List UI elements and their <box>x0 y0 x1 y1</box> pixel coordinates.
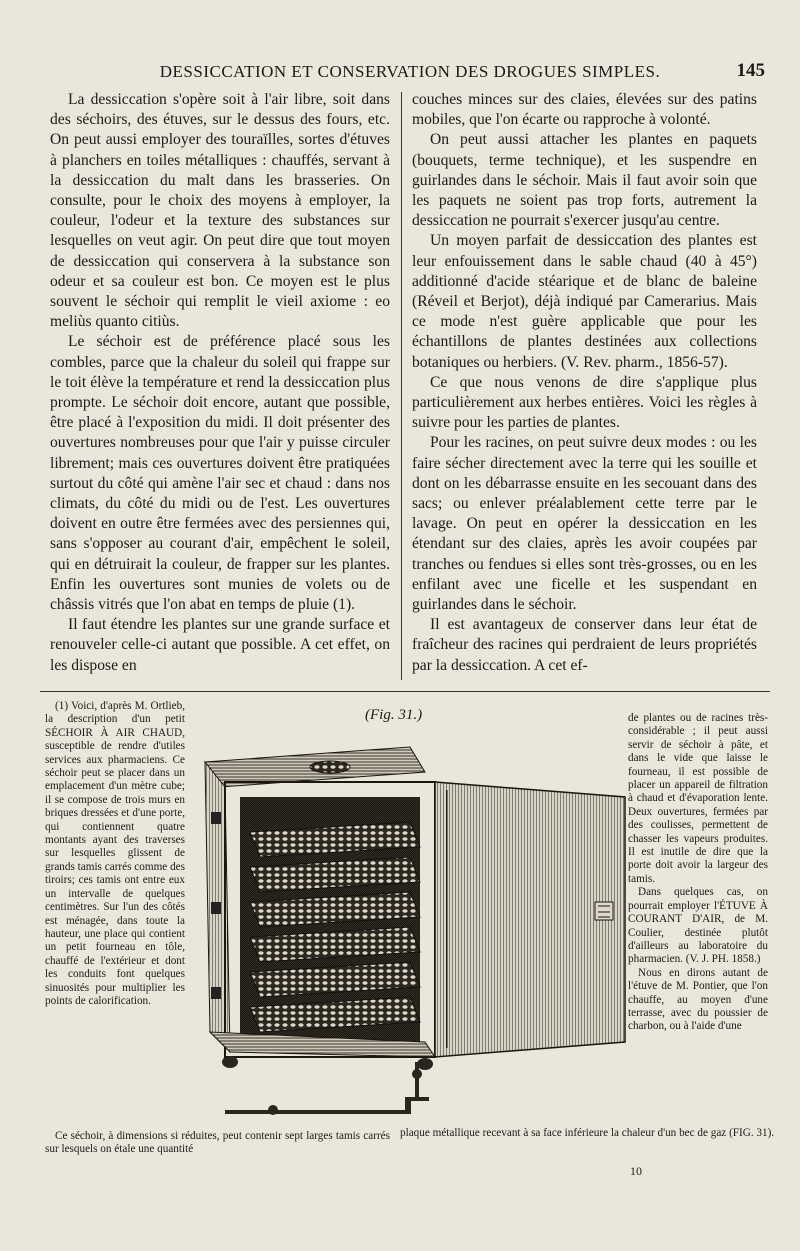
paragraph: Ce que nous venons de dire s'applique plus particulièrement aux herbes entières. Voici les règles à suivre pour les parties de plantes. <box>412 373 757 432</box>
figure-caption: (Fig. 31.) <box>365 707 423 723</box>
footnote-text: (1) Voici, d'après M. Ortlieb, la description d'un petit SÉCHOIR À AIR CHAUD, susceptible de rendre d'utiles services aux pharmaciens. Ce séchoir peut se placer dans un emplacement d'un mètre cube; il se compose de trois murs en briques dressées et d'une porte, qui contiennent quatre montants ayant des traverses sur lesquelles glissent de grands tamis carrés comme des tiroirs; ces tamis ont entre eux un intervalle de quelques centimètres. Sur l'un des côtés est ménagée, dans toute la hauteur, une place qui contient un petit fourneau en tôle, chauffé de l'extérieur et dont les conduits font quelques sinuosités pour multiplier les points de calorification. <box>45 700 185 1007</box>
footnote-text: de plantes ou de racines très-considérable ; il peut aussi servir de séchoir à pâte, et dans le vide que laisse le fourneau, il est possible de placer un appareil de filtration à chaud et d'évaporation lente. Deux ouvertures, fermées par des coulisses, permettent de chasser les vapeurs produites. Il est inutile de dire que la porte doit avoir la largeur des tamis. <box>628 712 768 885</box>
running-header <box>50 60 765 88</box>
drying-cabinet-engraving <box>185 722 630 1122</box>
footnote-text: Dans quelques cas, on pourrait employer l'ÉTUVE À COURANT D'AIR, de M. Coulier, destinée plutôt d'ailleurs au laboratoire du pharmacien. (V. J. PH. 1858.) <box>628 886 768 966</box>
signature-folio: 10 <box>630 1164 642 1178</box>
column-divider <box>401 92 402 680</box>
footnote-bottom-right <box>400 1127 780 1140</box>
footnote-bottom-left <box>45 1130 390 1157</box>
paragraph: Pour les racines, on peut suivre deux modes : ou les faire sécher directement avec la terre qui les souille et dont on les débarrasse ensuite en les secouant dans des sacs; ou enlever préalablement cette terre par le lavage. On peut en opérer la dessiccation en les étendant sur des claies, après les avoir coupées par tranches ou fendues si elles sont très-grosses, ou en les enfilant avec une ficelle et les suspendant en guirlandes dans le séchoir. <box>412 434 757 614</box>
paragraph: Il est avantageux de conserver dans leur état de fraîcheur des racines qui perdraient de leurs propriétés par la dessiccation. A cet ef- <box>412 616 757 674</box>
paragraph: Il faut étendre les plantes sur une grande surface et renouveler celle-ci autant que possible. A cet effet, on les dispose en <box>50 616 390 674</box>
footnote-rule <box>40 691 770 692</box>
footnote-text: plaque métallique recevant à sa face inférieure la chaleur d'un bec de gaz (FIG. 31). <box>400 1127 775 1139</box>
paragraph: couches minces sur des claies, élevées sur des patins mobiles, que l'on écarte ou rapproche à volonté. <box>412 91 757 129</box>
footnote-right <box>628 712 768 1034</box>
paragraph: Le séchoir est de préférence placé sous les combles, parce que la chaleur du soleil qui frappe sur le toit élève la température et rend la dessiccation plus prompte. Le séchoir doit encore, autant que possible, être placé à l'exposition du midi. Il doit présenter des ouvertures nombreuses pour que l'air y puisse circuler librement; mais ces ouvertures doivent être pratiquées surtout du côté qui amène l'air sec et chaud : dans nos climats, du côté du midi ou de l'est. Les ouvertures doivent en outre être fermées avec des persiennes qui, sans s'opposer au courant d'air, empêchent le soleil, qui en détruirait la couleur, de frapper sur les plantes. Enfin les ouvertures sont munies de volets ou de châssis vitrés que l'on abat en temps de pluie (1). <box>50 333 390 614</box>
left-column <box>50 90 390 676</box>
paragraph: On peut aussi attacher les plantes en paquets (bouquets, terme technique), et les suspendre en guirlandes dans le séchoir. Mais il faut avoir soin que les paquets ne soient pas trop forts, autrement la dessiccation ne pourrait s'exercer jusqu'au centre. <box>412 131 757 230</box>
drying-cabinet-illustration <box>185 722 630 1122</box>
footnote-text: Ce séchoir, à dimensions si réduites, peut contenir sept larges tamis carrés sur lesquels on étale une quantité <box>45 1130 390 1156</box>
paragraph: Un moyen parfait de dessiccation des plantes est leur enfouissement dans le sable chaud (40 à 45°) additionné d'acide stéarique et de blanc de baleine (Réveil et Berjot), déjà indiqué par Camerarius. Mais ce mode n'est guère applicable que pour les échantillons de plantes destinées aux collections botaniques ou herbiers. (V. Rev. pharm., 1856-57). <box>412 232 757 371</box>
right-column <box>412 90 757 676</box>
footnote-text: Nous en dirons autant de l'étuve de M. Pontier, que l'on chauffe, au moyen d'une terrasse, avec du poussier de charbon, ou à l'aide d'une <box>628 966 768 1033</box>
running-title: DESSICCATION ET CONSERVATION DES DROGUES SIMPLES. <box>159 62 661 81</box>
paragraph: La dessiccation s'opère soit à l'air libre, soit dans des séchoirs, des étuves, sur le dessus des fours, etc. On peut aussi employer des touraïlles, sortes d'étuves à planchers en toiles métalliques : chauffés, servant à la dessiccation du malt dans les brasseries. On consulte, pour le choix des moyens à employer, la couleur, l'odeur et la texture des substances sur lesquelles on veut agir. On peut dire que tout moyen de dessiccation qui conservera à la substance son odeur et sa couleur est bon. Ce moyen est le plus souvent le séchoir qui remplit le vieil axiome : eo meliùs quanto citiùs. <box>50 91 390 331</box>
page-number: 145 <box>736 60 765 81</box>
footnote-left <box>45 700 185 1008</box>
